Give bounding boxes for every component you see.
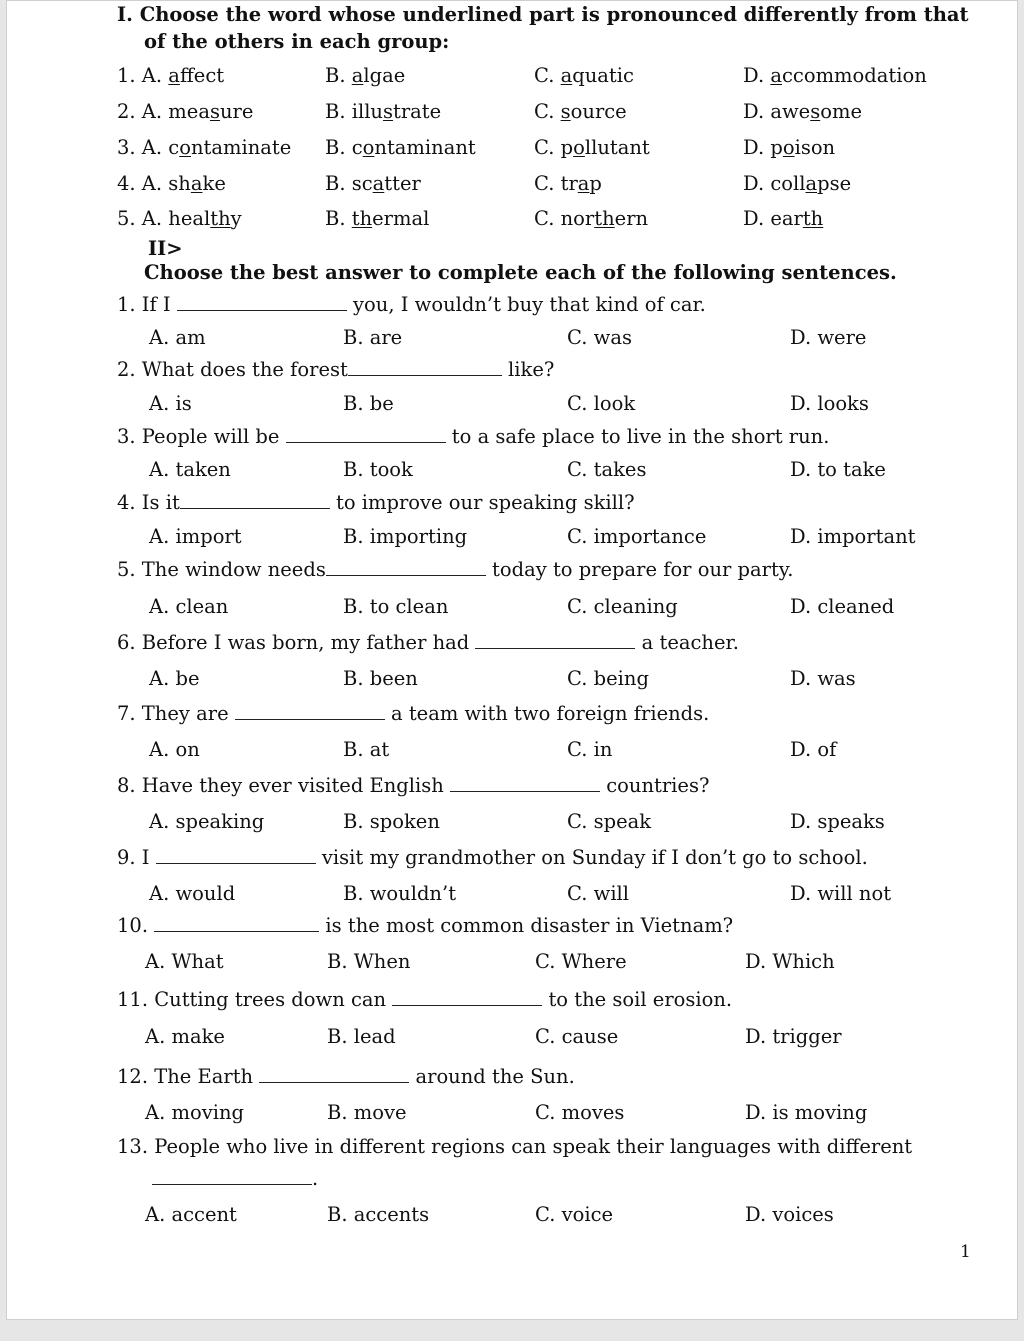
question-5-option-a[interactable]: A. clean <box>149 595 229 618</box>
answer-blank[interactable] <box>156 848 316 864</box>
question-13-blank-line: . <box>152 1167 318 1190</box>
question-10-option-b[interactable]: B. When <box>327 950 411 973</box>
question-11-option-b[interactable]: B. lead <box>327 1025 396 1048</box>
question-1-option-c[interactable]: C. was <box>567 326 632 349</box>
question-5-option-c[interactable]: C. cleaning <box>567 595 678 618</box>
s1-r2-c: C. source <box>534 100 627 123</box>
answer-blank[interactable] <box>326 560 486 576</box>
question-4-option-a[interactable]: A. import <box>149 525 242 548</box>
question-4-option-b[interactable]: B. importing <box>343 525 468 548</box>
question-7: 7. They are a team with two foreign friends. <box>117 702 710 725</box>
s1-r4-a: 4. A. shake <box>117 172 226 195</box>
question-7-option-a[interactable]: A. on <box>149 738 200 761</box>
question-3: 3. People will be to a safe place to live in the short run. <box>117 425 830 448</box>
s1-r3-c: C. pollutant <box>534 136 650 159</box>
section2-title: Choose the best answer to complete each of the following sentences. <box>144 261 897 284</box>
question-9-option-b[interactable]: B. wouldn’t <box>343 882 457 905</box>
question-12-option-b[interactable]: B. move <box>327 1101 407 1124</box>
question-8-option-d[interactable]: D. speaks <box>790 810 885 833</box>
answer-blank[interactable] <box>475 633 635 649</box>
question-6-option-d[interactable]: D. was <box>790 667 856 690</box>
question-10: 10. is the most common disaster in Vietnam? <box>117 914 734 937</box>
question-8-option-a[interactable]: A. speaking <box>149 810 265 833</box>
section2-marker: II> <box>148 237 183 260</box>
s1-r5-a: 5. A. healthy <box>117 207 242 230</box>
s1-r1-c: C. aquatic <box>534 64 634 87</box>
answer-blank[interactable] <box>180 493 330 509</box>
s1-r5-c: C. northern <box>534 207 649 230</box>
question-9-option-c[interactable]: C. will <box>567 882 630 905</box>
answer-blank[interactable] <box>154 916 319 932</box>
question-2-option-a[interactable]: A. is <box>149 392 192 415</box>
question-9-option-d[interactable]: D. will not <box>790 882 892 905</box>
question-1: 1. If I you, I wouldn’t buy that kind of car. <box>117 293 706 316</box>
question-9-option-a[interactable]: A. would <box>149 882 236 905</box>
section1-title-line2: of the others in each group: <box>144 30 450 53</box>
question-7-option-b[interactable]: B. at <box>343 738 390 761</box>
question-8: 8. Have they ever visited English countries? <box>117 774 710 797</box>
question-10-option-c[interactable]: C. Where <box>535 950 627 973</box>
question-1-option-d[interactable]: D. were <box>790 326 867 349</box>
answer-blank[interactable] <box>259 1067 409 1083</box>
question-11-option-d[interactable]: D. trigger <box>745 1025 842 1048</box>
question-11-option-c[interactable]: C. cause <box>535 1025 619 1048</box>
question-4-option-d[interactable]: D. important <box>790 525 916 548</box>
answer-blank[interactable] <box>450 776 600 792</box>
s1-r1-b: B. algae <box>325 64 406 87</box>
answer-blank[interactable] <box>152 1169 312 1185</box>
question-2-option-d[interactable]: D. looks <box>790 392 869 415</box>
answer-blank[interactable] <box>392 990 542 1006</box>
s1-r1-d: D. accommodation <box>743 64 927 87</box>
question-6-option-c[interactable]: C. being <box>567 667 649 690</box>
answer-blank[interactable] <box>348 360 502 376</box>
question-7-option-d[interactable]: D. of <box>790 738 837 761</box>
question-13-option-a[interactable]: A. accent <box>145 1203 237 1226</box>
question-11: 11. Cutting trees down can to the soil erosion. <box>117 988 733 1011</box>
s1-r3-a: 3. A. contaminate <box>117 136 292 159</box>
s1-r5-d: D. earth <box>743 207 824 230</box>
question-5: 5. The window needs today to prepare for our party. <box>117 558 794 581</box>
document-page <box>6 0 1018 1320</box>
question-13: 13. People who live in different regions can speak their languages with different <box>117 1135 913 1158</box>
question-5-option-d[interactable]: D. cleaned <box>790 595 895 618</box>
question-1-option-a[interactable]: A. am <box>149 326 206 349</box>
question-7-option-c[interactable]: C. in <box>567 738 613 761</box>
question-12: 12. The Earth around the Sun. <box>117 1065 575 1088</box>
s1-r2-a: 2. A. measure <box>117 100 254 123</box>
question-11-option-a[interactable]: A. make <box>145 1025 225 1048</box>
question-2-option-b[interactable]: B. be <box>343 392 394 415</box>
question-6-option-b[interactable]: B. been <box>343 667 418 690</box>
question-13-option-c[interactable]: C. voice <box>535 1203 614 1226</box>
page-number: 1 <box>960 1242 971 1262</box>
question-2: 2. What does the forest like? <box>117 358 555 381</box>
question-6-option-a[interactable]: A. be <box>149 667 200 690</box>
answer-blank[interactable] <box>177 295 347 311</box>
s1-r3-d: D. poison <box>743 136 836 159</box>
question-2-option-c[interactable]: C. look <box>567 392 636 415</box>
question-3-option-b[interactable]: B. took <box>343 458 413 481</box>
s1-r4-c: C. trap <box>534 172 602 195</box>
question-1-option-b[interactable]: B. are <box>343 326 403 349</box>
question-6: 6. Before I was born, my father had a teacher. <box>117 631 739 654</box>
question-4-option-c[interactable]: C. importance <box>567 525 707 548</box>
question-13-option-d[interactable]: D. voices <box>745 1203 834 1226</box>
answer-blank[interactable] <box>235 704 385 720</box>
question-3-option-d[interactable]: D. to take <box>790 458 886 481</box>
s1-r3-b: B. contaminant <box>325 136 476 159</box>
s1-r2-d: D. awesome <box>743 100 862 123</box>
question-3-option-a[interactable]: A. taken <box>149 458 231 481</box>
s1-r1-a: 1. A. affect <box>117 64 225 87</box>
s1-r2-b: B. illustrate <box>325 100 442 123</box>
question-13-option-b[interactable]: B. accents <box>327 1203 430 1226</box>
question-12-option-a[interactable]: A. moving <box>145 1101 245 1124</box>
s1-r4-d: D. collapse <box>743 172 852 195</box>
question-8-option-b[interactable]: B. spoken <box>343 810 440 833</box>
question-10-option-a[interactable]: A. What <box>145 950 224 973</box>
question-4: 4. Is it to improve our speaking skill? <box>117 491 635 514</box>
s1-r5-b: B. thermal <box>325 207 430 230</box>
question-3-option-c[interactable]: C. takes <box>567 458 647 481</box>
question-12-option-d[interactable]: D. is moving <box>745 1101 868 1124</box>
answer-blank[interactable] <box>286 427 446 443</box>
s1-r4-b: B. scatter <box>325 172 421 195</box>
question-8-option-c[interactable]: C. speak <box>567 810 652 833</box>
question-9: 9. I visit my grandmother on Sunday if I don’t go to school. <box>117 846 868 869</box>
question-5-option-b[interactable]: B. to clean <box>343 595 449 618</box>
section1-title-line1: I. Choose the word whose underlined part is pronounced differently from that <box>117 3 969 26</box>
question-10-option-d[interactable]: D. Which <box>745 950 835 973</box>
question-12-option-c[interactable]: C. moves <box>535 1101 625 1124</box>
